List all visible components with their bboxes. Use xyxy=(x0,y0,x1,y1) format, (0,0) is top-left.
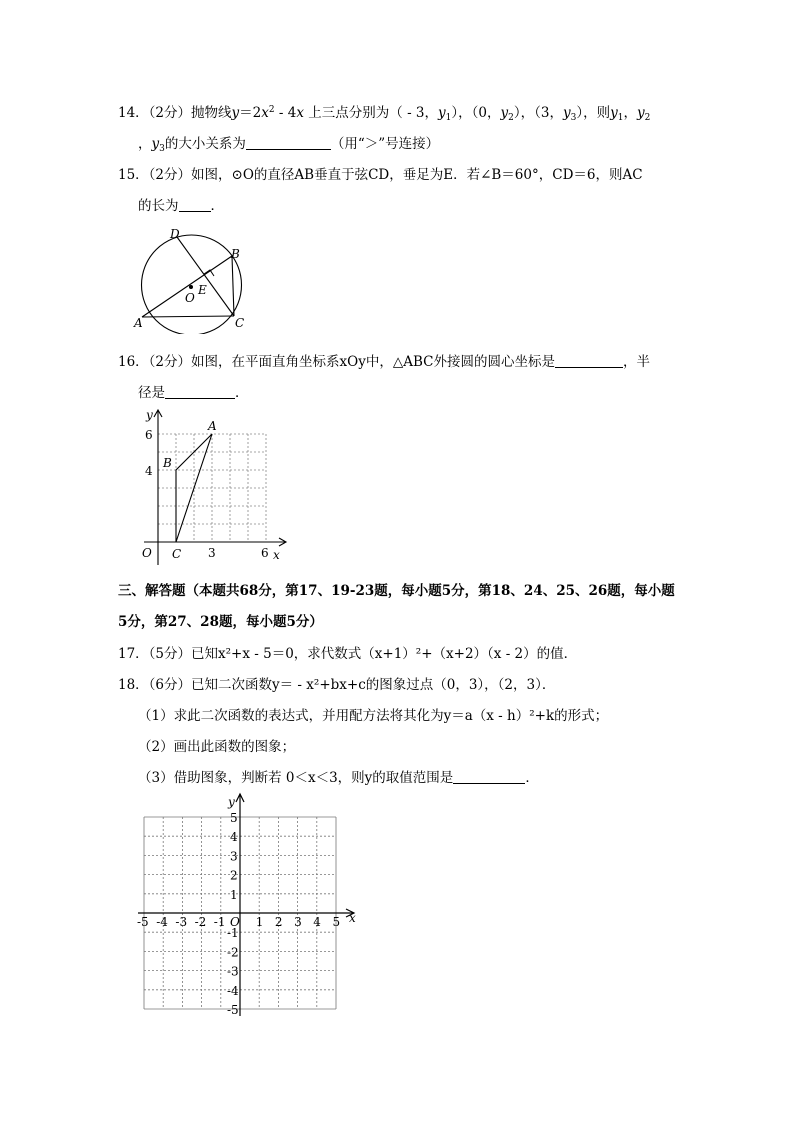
q16-radius-blank[interactable] xyxy=(165,384,235,399)
q17-text: 17．（5分）已知x²+x - 5＝0，求代数式（x+1）²+（x+2）（x - 2）的值． xyxy=(118,646,578,662)
q18-sub2: （2）画出此函数的图象； xyxy=(138,739,296,755)
q18-x-tick-label: -3 xyxy=(175,915,188,929)
q14-func-a: ＝2 xyxy=(239,105,262,121)
section3-heading-line2: 5分，第27、28题，每小题5分） xyxy=(118,614,323,630)
q14-line2-suffix: 的大小关系为 xyxy=(164,136,246,152)
q18-y-tick-label: -5 xyxy=(227,1003,239,1017)
q14-func-b: - 4 xyxy=(274,105,297,121)
q18-x-tick-label: -4 xyxy=(156,915,168,929)
section3-heading-line1: 三、解答题（本题共68分，第17、19-23题，每小题5分，第18、24、25、26题，每小题 xyxy=(118,583,675,599)
q16-line1-text: 16．（2分）如图，在平面直角坐标系xOy中，△ABC外接圆的圆心坐标是 xyxy=(118,354,555,370)
q15-answer-blank[interactable] xyxy=(179,197,211,212)
label-o: O xyxy=(185,291,195,305)
q18-line1: 18．（6分）已知二次函数y＝ - x²+bx+c的图象过点（0，3），（2，3）． xyxy=(118,677,556,693)
q18-sub1: （1）求此二次函数的表达式，并用配方法将其化为y＝a（x - h）²+k的形式； xyxy=(138,708,609,724)
q16-label-x: x xyxy=(273,548,280,562)
q16-grid xyxy=(158,434,266,542)
q14-line2: ，$y_3$的大小关系为 （用“＞”号连接） xyxy=(138,136,440,154)
q18-y-tick-label: 4 xyxy=(230,830,238,845)
q15-line1: 15．（2分）如图，⊙O的直径AB垂直于弦CD，垂足为E．若∠B＝60°，CD＝6，则AC xyxy=(118,167,643,183)
q18-y-tick-label: -1 xyxy=(227,926,239,941)
q15-circle-figure xyxy=(132,222,262,334)
label-e: E xyxy=(198,283,207,297)
q14-text-end: ），则 xyxy=(576,105,611,121)
q16-label-c: C xyxy=(172,547,182,561)
q14-comma: ， xyxy=(623,105,637,121)
q18-y-tick-label: -3 xyxy=(227,964,239,979)
q18-x-tick-label: 5 xyxy=(332,915,341,929)
center-point xyxy=(189,285,193,289)
q16-tick-x6: 6 xyxy=(261,546,269,560)
q18-y-tick-label: 5 xyxy=(230,811,238,825)
q18-label-y: y xyxy=(228,795,235,809)
q18-label-x: x xyxy=(349,911,356,925)
q15-line2 xyxy=(138,196,224,216)
q18-x-tick-label: -1 xyxy=(213,915,226,929)
q16-line1 xyxy=(118,352,650,372)
q18-x-tick-label: 1 xyxy=(255,915,264,929)
q16-line2-end: ． xyxy=(235,385,249,401)
q16-label-b: B xyxy=(163,456,172,470)
q18-sub3 xyxy=(138,768,539,788)
q18-tick-labels xyxy=(137,811,340,1017)
q16-label-o: O xyxy=(142,546,152,560)
chord-bc xyxy=(232,256,234,316)
q16-tick-y4: 4 xyxy=(145,464,153,478)
q18-label-o: O xyxy=(230,915,240,929)
q18-x-tick-label: -2 xyxy=(194,915,207,929)
circle-o xyxy=(142,235,245,334)
q18-y-tick-label: -4 xyxy=(227,983,239,998)
q18-y-tick-label: 3 xyxy=(230,849,238,864)
q18-coordinate-grid xyxy=(132,792,362,1020)
q16-coordinate-figure xyxy=(134,405,292,568)
q14-text-mid: 上三点分别为（ - 3， xyxy=(303,105,439,121)
label-c: C xyxy=(235,316,245,330)
q16-tick-y6: 6 xyxy=(145,428,153,442)
q18-x-tick-label: -5 xyxy=(137,915,149,929)
q16-tick-x3: 3 xyxy=(208,546,216,560)
q16-line2 xyxy=(138,383,249,403)
q18-range-blank[interactable] xyxy=(453,769,525,784)
q14-prefix: 14．（2分）抛物线 xyxy=(118,105,232,121)
q18-y-tick-label: 2 xyxy=(230,868,238,883)
q14-line2-end: （用“＞”号连接） xyxy=(330,136,440,152)
q16-label-y: y xyxy=(146,408,153,422)
q14-p3: ），（3， xyxy=(513,105,563,121)
q18-x-tick-label: 2 xyxy=(274,915,283,929)
q16-center-blank[interactable] xyxy=(555,353,623,368)
q15-line2-end: ． xyxy=(210,198,224,214)
q14-line2-prefix: ， xyxy=(138,136,152,152)
right-angle-mark xyxy=(204,270,214,276)
q18-sub3-text: （3）借助图象，判断若 0＜x＜3，则y的取值范围是 xyxy=(138,770,454,786)
q18-sub3-end: ． xyxy=(525,770,539,786)
q18-y-tick-label: -2 xyxy=(227,945,239,960)
q16-label-a: A xyxy=(208,419,217,433)
q16-line2-text: 径是 xyxy=(138,385,165,401)
label-a: A xyxy=(134,316,143,330)
diameter-ab xyxy=(142,256,232,317)
label-b: B xyxy=(231,247,240,261)
q14-p2: ），（0， xyxy=(451,105,501,121)
q15-line2-text: 的长为 xyxy=(138,198,179,214)
q14-line1: 14．（2分）抛物线$y=2x^2 - 4x$ 上三点分别为（ - 3，$y_1$），（0，$y_2$），（3，$y_3$），则$y_1$，$y_2$ xyxy=(118,105,651,123)
q16-line1-end: ，半 xyxy=(622,354,650,370)
q18-x-tick-label: 4 xyxy=(313,915,321,929)
q18-y-tick-label: 1 xyxy=(230,887,238,902)
label-d: D xyxy=(170,227,180,241)
q18-x-tick-label: 3 xyxy=(294,915,302,929)
q14-answer-blank[interactable] xyxy=(246,135,331,150)
chord-ac xyxy=(142,316,234,317)
